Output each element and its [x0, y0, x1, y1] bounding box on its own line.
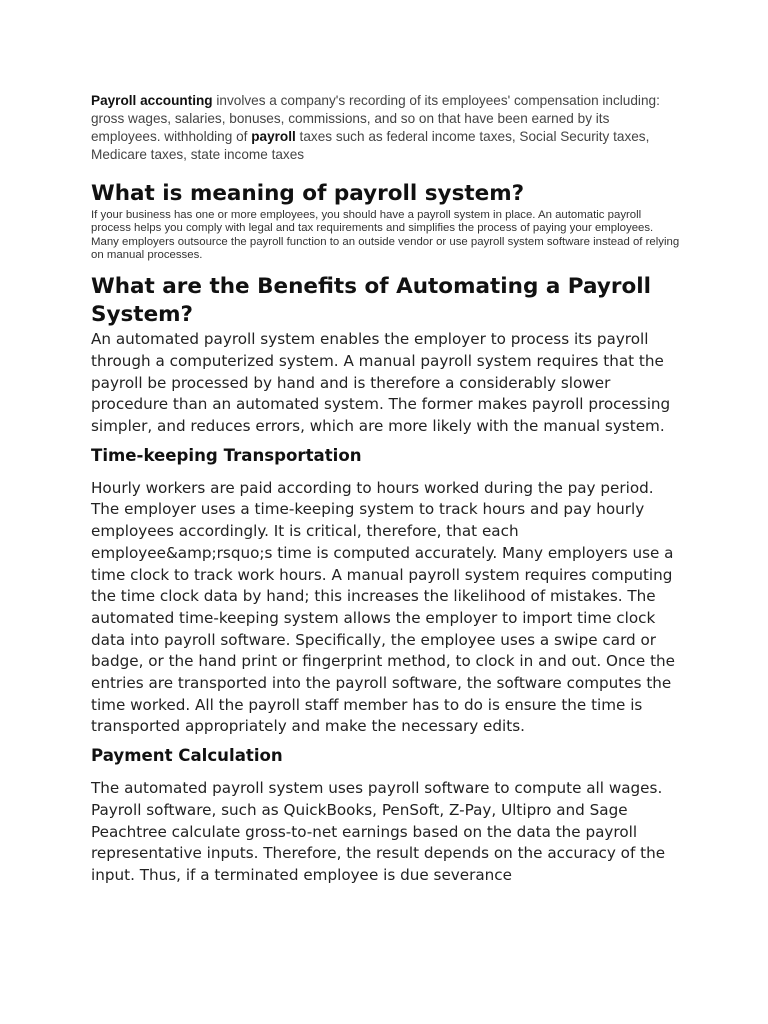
paragraph-time-keeping-transportation: Hourly workers are paid according to hours worked during the pay period. The employer uses a time-keeping system to track hours and pay hourly employees accordingly. It is critical, therefore, that each employee&amp;rsquo;s time is computed accurately. Many employers use a time clock to track work hours. A manual payroll system requires computing the time clock data by hand; this increases the likelihood of mistakes. The automated time-keeping system allows the employer to import time clock data into payroll software. Specifically, the employee uses a swipe card or badge, or the hand print or fingerprint method, to clock in and out. Once the entries are transported into the payroll software, the software computes the time worked. All the payroll staff member has to do is ensure the time is transported appropriately and make the necessary edits.	[91, 478, 676, 736]
paragraph-payment-calculation: The automated payroll system uses payroll software to compute all wages. Payroll software, such as QuickBooks, PenSoft, Z-Pay, Ultipro and Sage Peachtree calculate gross-to-net earnings based on the data the payroll representative inputs. Therefore, the result depends on the accuracy of the input. Thus, if a terminated employee is due severance	[91, 779, 666, 884]
heading-payment-calculation: Payment Calculation	[91, 746, 283, 766]
intro-paragraph	[91, 92, 681, 164]
intro-term-payroll-accounting: Payroll accounting	[91, 93, 213, 108]
intro-text-2: taxes such as federal income taxes, Social Security taxes, Medicare taxes, state income taxes	[91, 129, 650, 162]
heading-time-keeping-transportation: Time-keeping Transportation	[91, 445, 362, 465]
paragraph-benefits-of-automating: An automated payroll system enables the employer to process its payroll through a computerized system. A manual payroll system requires that the payroll be processed by hand and is therefore a considerably slower procedure than an automated system. The former makes payroll processing simpler, and reduces errors, which are more likely with the manual system.	[91, 330, 671, 435]
intro-text-1: involves a company's recording of its employees' compensation including: gross wages, salaries, bonuses, commissions, and so on that have been earned by its employees. withholding of	[91, 93, 660, 144]
intro-term-payroll: payroll	[251, 129, 296, 144]
document-page	[91, 92, 681, 887]
heading-meaning-of-payroll-system: What is meaning of payroll system?	[91, 181, 525, 206]
paragraph-meaning-of-payroll-system: If your business has one or more employees, you should have a payroll system in place. An automatic payroll process helps you comply with legal and tax requirements and simplifies the process of paying your employees. Many employers outsource the payroll function to an outside vendor or use payroll system software instead of relying on manual processes.	[91, 209, 680, 261]
heading-benefits-of-automating: What are the Benefits of Automating a Payroll System?	[91, 274, 651, 328]
